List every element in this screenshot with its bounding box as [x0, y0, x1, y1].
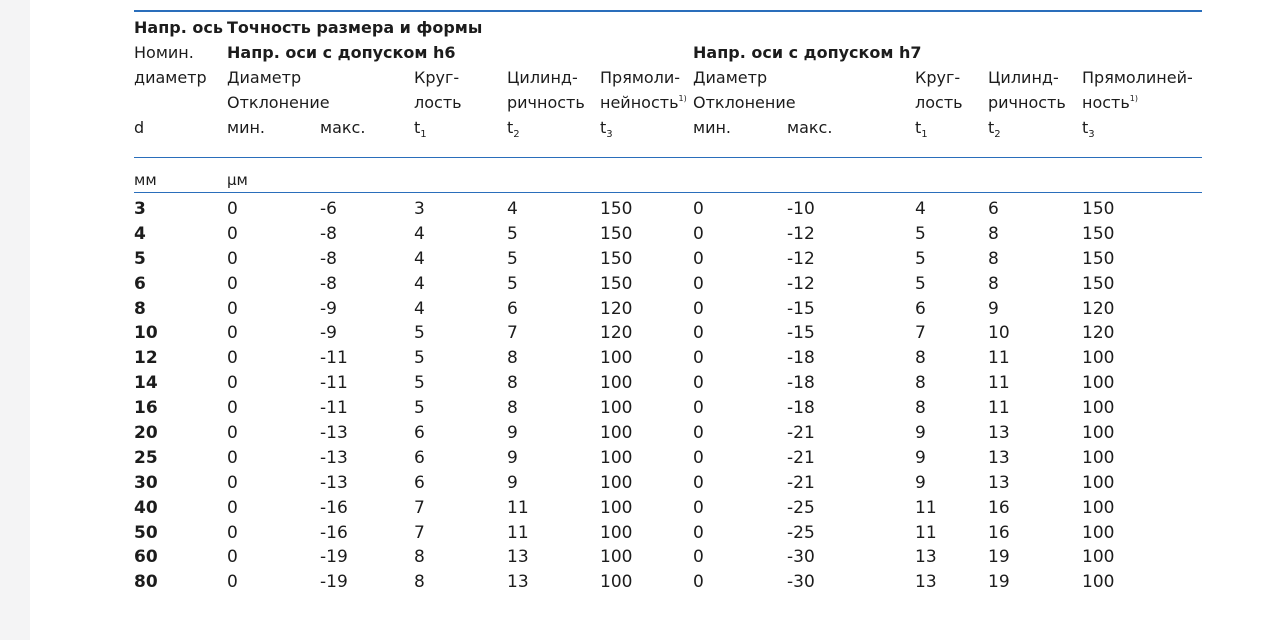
header-h7-cyl-1: Цилинд-: [988, 68, 1059, 87]
table-row: [134, 347, 1202, 372]
cell-nominal-d: 10: [134, 323, 158, 344]
header-nominal-1: Номин.: [134, 43, 194, 62]
cell-h6-t1: 4: [414, 248, 425, 269]
cell-h7-max: -12: [787, 223, 815, 244]
table-row: [134, 497, 1202, 522]
cell-h7-t2: 19: [988, 572, 1010, 593]
cell-nominal-d: 50: [134, 522, 158, 543]
cell-h7-t1: 9: [915, 447, 926, 468]
unit-um: µм: [227, 171, 248, 189]
cell-h6-t1: 6: [414, 423, 425, 444]
header-h7-cyl-2: ричность: [988, 93, 1066, 112]
header-h7-t1: $t_1$: [915, 118, 928, 140]
header-h6-cyl-2: ричность: [507, 93, 585, 112]
cell-h7-t1: 8: [915, 398, 926, 419]
cell-h6-t2: 11: [507, 522, 529, 543]
table-row: [134, 422, 1202, 447]
header-h6-cyl-1: Цилинд-: [507, 68, 578, 87]
cell-h6-t1: 5: [414, 348, 425, 369]
table-row: [134, 273, 1202, 298]
cell-h6-t2: 9: [507, 472, 518, 493]
cell-h6-t1: 6: [414, 447, 425, 468]
header-h6-t1: $t_1$: [414, 118, 427, 140]
cell-h7-t3: 100: [1082, 447, 1115, 468]
cell-h7-t2: 13: [988, 447, 1010, 468]
cell-h6-t2: 8: [507, 398, 518, 419]
cell-h6-t3: 120: [600, 323, 633, 344]
header-h7-round-2: лость: [915, 93, 963, 112]
cell-h6-max: -11: [320, 348, 348, 369]
cell-h7-t3: 100: [1082, 423, 1115, 444]
cell-h7-t1: 5: [915, 273, 926, 294]
cell-h6-t1: 7: [414, 497, 425, 518]
cell-h6-max: -19: [320, 547, 348, 568]
cell-h6-t1: 3: [414, 199, 425, 219]
cell-h6-t2: 11: [507, 497, 529, 518]
header-h7-t3: $t_3$: [1082, 118, 1095, 140]
cell-h6-max: -19: [320, 572, 348, 593]
page: [30, 0, 1280, 640]
cell-h7-t2: 10: [988, 323, 1010, 344]
cell-h6-min: 0: [227, 323, 238, 344]
cell-h7-t2: 8: [988, 248, 999, 269]
header-h7-straight-2: ность$^{1)}$: [1082, 93, 1139, 112]
cell-h7-t3: 120: [1082, 298, 1115, 319]
cell-h7-t3: 100: [1082, 348, 1115, 369]
cell-h6-t2: 5: [507, 248, 518, 269]
cell-h6-min: 0: [227, 199, 238, 219]
header-nominal-symbol: d: [134, 118, 145, 137]
cell-h6-t3: 100: [600, 348, 633, 369]
cell-h7-t1: 11: [915, 497, 937, 518]
cell-h6-max: -16: [320, 497, 348, 518]
cell-h6-t3: 150: [600, 273, 633, 294]
cell-h7-t3: 120: [1082, 323, 1115, 344]
header-h7: Напр. оси с допуском h7: [693, 43, 922, 62]
cell-h6-min: 0: [227, 472, 238, 493]
cell-h6-max: -13: [320, 447, 348, 468]
cell-h7-min: 0: [693, 298, 704, 319]
cell-h6-t3: 150: [600, 248, 633, 269]
cell-h6-t1: 8: [414, 572, 425, 593]
table-row: [134, 472, 1202, 497]
cell-h7-t1: 4: [915, 199, 926, 219]
table-row: [134, 322, 1202, 347]
cell-h7-min: 0: [693, 223, 704, 244]
cell-h7-min: 0: [693, 398, 704, 419]
header-h6-max: макс.: [320, 118, 366, 137]
cell-h7-max: -25: [787, 497, 815, 518]
cell-h7-min: 0: [693, 522, 704, 543]
cell-nominal-d: 14: [134, 373, 158, 394]
footnote-mark: 1): [678, 94, 687, 103]
table-row: [134, 298, 1202, 323]
tolerance-table: [134, 10, 1202, 593]
cell-h7-t3: 100: [1082, 398, 1115, 419]
cell-h6-max: -6: [320, 199, 337, 219]
header-h6-t3: $t_3$: [600, 118, 613, 140]
cell-h7-max: -18: [787, 373, 815, 394]
table-row: [134, 546, 1202, 571]
cell-h7-max: -30: [787, 547, 815, 568]
cell-h6-min: 0: [227, 572, 238, 593]
cell-h6-max: -8: [320, 248, 337, 269]
cell-h6-t3: 100: [600, 447, 633, 468]
header-h7-t2: $t_2$: [988, 118, 1001, 140]
header-h7-straight-1: Прямолиней-: [1082, 68, 1193, 87]
cell-h7-t3: 150: [1082, 199, 1115, 219]
cell-h7-t3: 100: [1082, 522, 1115, 543]
table-body: [134, 198, 1202, 596]
cell-h7-max: -12: [787, 248, 815, 269]
cell-h7-t2: 16: [988, 497, 1010, 518]
cell-h6-min: 0: [227, 223, 238, 244]
header-h7-max: макс.: [787, 118, 833, 137]
cell-h6-min: 0: [227, 522, 238, 543]
cell-h6-t3: 100: [600, 497, 633, 518]
cell-h6-t1: 4: [414, 223, 425, 244]
cell-h7-t1: 13: [915, 547, 937, 568]
cell-h7-t2: 13: [988, 423, 1010, 444]
cell-nominal-d: 40: [134, 497, 158, 518]
table-row: [134, 571, 1202, 596]
cell-h6-t2: 9: [507, 447, 518, 468]
cell-h7-t1: 8: [915, 348, 926, 369]
units-divider: [134, 192, 1202, 193]
cell-h6-t1: 5: [414, 323, 425, 344]
header-divider: [134, 157, 1202, 158]
cell-h7-t3: 150: [1082, 248, 1115, 269]
cell-h7-t1: 8: [915, 373, 926, 394]
cell-h7-t2: 13: [988, 472, 1010, 493]
cell-h6-t1: 6: [414, 472, 425, 493]
cell-h7-t2: 9: [988, 298, 999, 319]
cell-h6-t1: 7: [414, 522, 425, 543]
cell-h7-t2: 8: [988, 273, 999, 294]
header-h7-diameter: Диаметр: [693, 68, 768, 87]
table-row: [134, 198, 1202, 223]
cell-nominal-d: 5: [134, 248, 146, 269]
cell-h7-max: -15: [787, 323, 815, 344]
cell-h6-t3: 150: [600, 199, 633, 219]
header-h7-deviation: Отклонение: [693, 93, 796, 112]
cell-h7-min: 0: [693, 248, 704, 269]
table-row: [134, 522, 1202, 547]
cell-nominal-d: 4: [134, 223, 146, 244]
cell-nominal-d: 25: [134, 447, 158, 468]
cell-h7-t3: 150: [1082, 223, 1115, 244]
cell-h6-min: 0: [227, 547, 238, 568]
cell-nominal-d: 80: [134, 572, 158, 593]
cell-h7-t3: 100: [1082, 373, 1115, 394]
cell-h7-t3: 100: [1082, 572, 1115, 593]
header-h6: Напр. оси с допуском h6: [227, 43, 456, 62]
header-h7-round-1: Круг-: [915, 68, 961, 87]
cell-h7-min: 0: [693, 547, 704, 568]
table-row: [134, 447, 1202, 472]
cell-h7-t2: 16: [988, 522, 1010, 543]
cell-h7-t2: 11: [988, 373, 1010, 394]
cell-h7-t3: 100: [1082, 497, 1115, 518]
cell-h7-t1: 11: [915, 522, 937, 543]
unit-mm: мм: [134, 171, 157, 189]
cell-h7-t2: 11: [988, 348, 1010, 369]
cell-h6-t3: 100: [600, 572, 633, 593]
header-h6-deviation: Отклонение: [227, 93, 330, 112]
cell-h7-t1: 13: [915, 572, 937, 593]
cell-h6-min: 0: [227, 273, 238, 294]
cell-h6-max: -16: [320, 522, 348, 543]
header-h6-round-1: Круг-: [414, 68, 460, 87]
header-h6-round-2: лость: [414, 93, 462, 112]
header-h6-min: мин.: [227, 118, 266, 137]
header-h7-min: мин.: [693, 118, 732, 137]
header-nominal-2: диаметр: [134, 68, 207, 87]
cell-h6-max: -11: [320, 398, 348, 419]
cell-h7-max: -18: [787, 398, 815, 419]
cell-h7-min: 0: [693, 373, 704, 394]
header-accuracy: Точность размера и формы: [227, 18, 483, 37]
cell-h6-t3: 100: [600, 522, 633, 543]
table-row: [134, 397, 1202, 422]
cell-h6-t1: 5: [414, 398, 425, 419]
cell-h6-t3: 100: [600, 373, 633, 394]
cell-h6-max: -8: [320, 273, 337, 294]
cell-h6-t2: 13: [507, 547, 529, 568]
cell-h6-min: 0: [227, 348, 238, 369]
cell-h6-min: 0: [227, 373, 238, 394]
header-axis: Напр. ось: [134, 18, 223, 37]
cell-h7-min: 0: [693, 472, 704, 493]
cell-h7-min: 0: [693, 423, 704, 444]
cell-h6-t3: 100: [600, 423, 633, 444]
cell-h7-max: -21: [787, 423, 815, 444]
cell-h6-t3: 120: [600, 298, 633, 319]
cell-h7-t1: 5: [915, 223, 926, 244]
table-row: [134, 372, 1202, 397]
cell-h6-t1: 4: [414, 298, 425, 319]
cell-h7-t3: 100: [1082, 547, 1115, 568]
cell-h7-max: -15: [787, 298, 815, 319]
cell-h7-t2: 6: [988, 199, 999, 219]
cell-h6-t2: 8: [507, 348, 518, 369]
cell-h6-t2: 4: [507, 199, 518, 219]
header-h6-t2: $t_2$: [507, 118, 520, 140]
cell-nominal-d: 6: [134, 273, 146, 294]
cell-h6-t3: 150: [600, 223, 633, 244]
cell-nominal-d: 8: [134, 298, 146, 319]
cell-h7-t1: 5: [915, 248, 926, 269]
cell-h6-min: 0: [227, 398, 238, 419]
table-row: [134, 248, 1202, 273]
cell-h6-t3: 100: [600, 398, 633, 419]
header-h6-straight-2: нейность$^{1)}$: [600, 93, 687, 112]
cell-h6-t3: 100: [600, 547, 633, 568]
cell-h7-max: -10: [787, 199, 815, 219]
header-h6-straight-1: Прямоли-: [600, 68, 681, 87]
cell-h7-min: 0: [693, 348, 704, 369]
cell-h7-t2: 19: [988, 547, 1010, 568]
cell-h6-max: -11: [320, 373, 348, 394]
cell-nominal-d: 3: [134, 199, 146, 219]
cell-nominal-d: 20: [134, 423, 158, 444]
cell-h7-min: 0: [693, 447, 704, 468]
cell-h7-max: -30: [787, 572, 815, 593]
cell-h7-max: -21: [787, 472, 815, 493]
cell-h7-t1: 7: [915, 323, 926, 344]
cell-nominal-d: 12: [134, 348, 158, 369]
cell-h6-t2: 9: [507, 423, 518, 444]
cell-nominal-d: 30: [134, 472, 158, 493]
header-h6-diameter: Диаметр: [227, 68, 302, 87]
cell-h7-t2: 8: [988, 223, 999, 244]
cell-h6-min: 0: [227, 497, 238, 518]
cell-nominal-d: 60: [134, 547, 158, 568]
cell-h6-min: 0: [227, 298, 238, 319]
cell-h6-min: 0: [227, 248, 238, 269]
cell-h7-t3: 100: [1082, 472, 1115, 493]
cell-h7-min: 0: [693, 323, 704, 344]
cell-h7-t3: 150: [1082, 273, 1115, 294]
cell-h7-max: -18: [787, 348, 815, 369]
cell-h7-min: 0: [693, 199, 704, 219]
cell-h6-t2: 6: [507, 298, 518, 319]
cell-h6-t2: 5: [507, 273, 518, 294]
cell-h6-t1: 4: [414, 273, 425, 294]
cell-h6-max: -8: [320, 223, 337, 244]
cell-h7-t2: 11: [988, 398, 1010, 419]
cell-h7-t1: 6: [915, 298, 926, 319]
cell-h6-max: -13: [320, 472, 348, 493]
cell-h6-max: -13: [320, 423, 348, 444]
cell-h7-max: -12: [787, 273, 815, 294]
cell-h7-t1: 9: [915, 472, 926, 493]
cell-h7-min: 0: [693, 572, 704, 593]
cell-h7-min: 0: [693, 273, 704, 294]
cell-h6-t1: 8: [414, 547, 425, 568]
cell-h6-max: -9: [320, 298, 337, 319]
cell-h7-t1: 9: [915, 423, 926, 444]
cell-h6-min: 0: [227, 447, 238, 468]
cell-h7-max: -25: [787, 522, 815, 543]
cell-h6-t2: 5: [507, 223, 518, 244]
cell-h6-min: 0: [227, 423, 238, 444]
cell-h7-min: 0: [693, 497, 704, 518]
cell-h6-t1: 5: [414, 373, 425, 394]
table-row: [134, 223, 1202, 248]
footnote-mark: 1): [1129, 94, 1139, 103]
cell-nominal-d: 16: [134, 398, 158, 419]
cell-h6-t2: 13: [507, 572, 529, 593]
cell-h6-t3: 100: [600, 472, 633, 493]
cell-h7-max: -21: [787, 447, 815, 468]
cell-h6-t2: 8: [507, 373, 518, 394]
cell-h6-t2: 7: [507, 323, 518, 344]
cell-h6-max: -9: [320, 323, 337, 344]
